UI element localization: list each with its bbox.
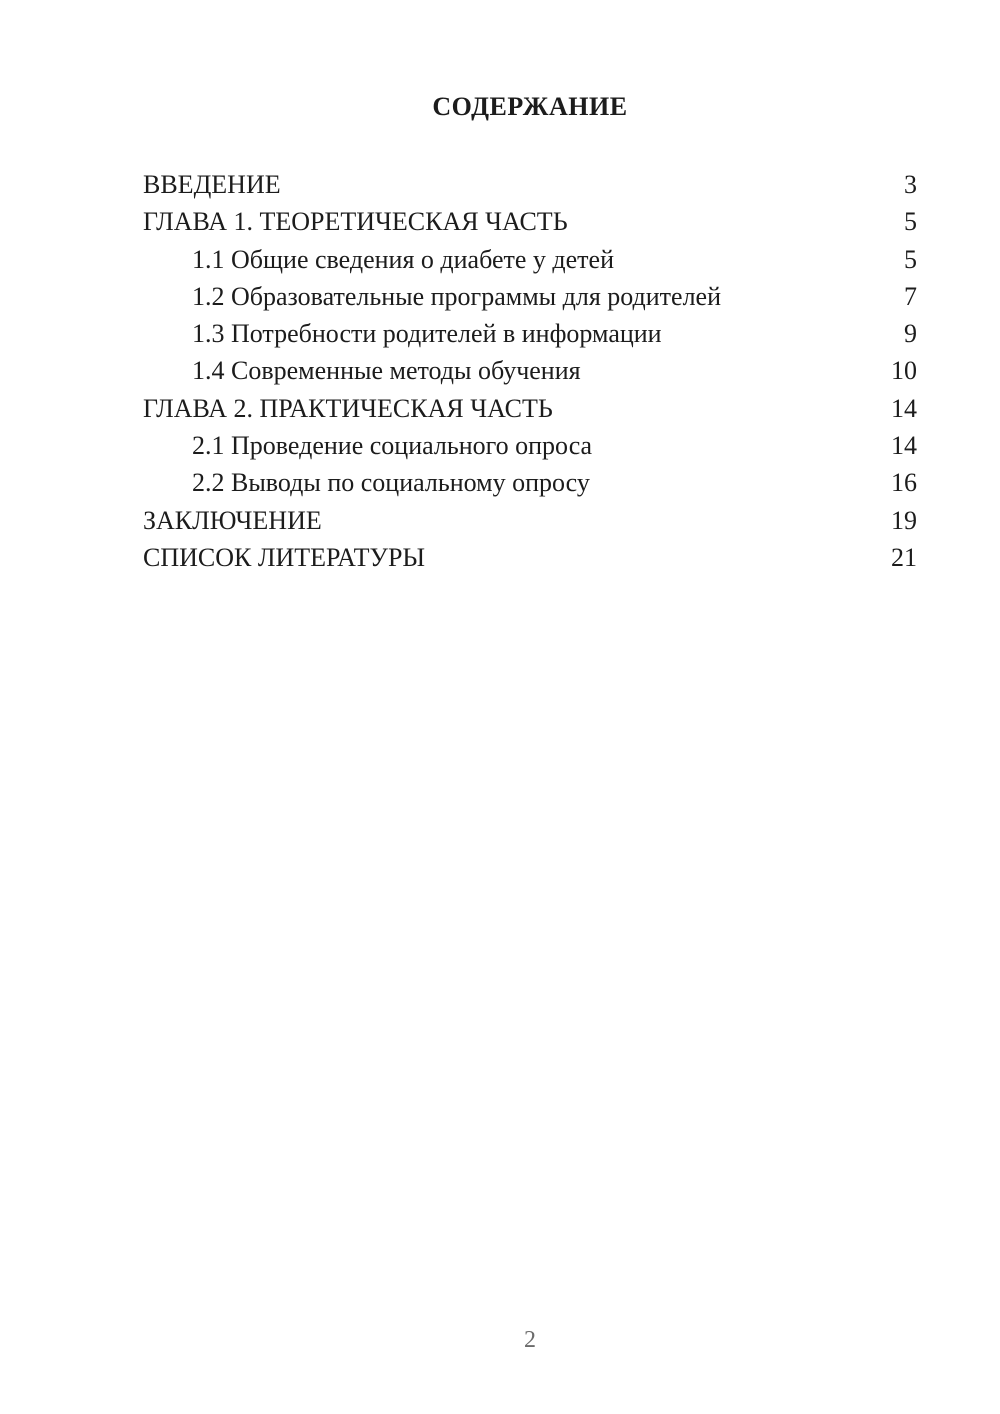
toc-entry-label: 2.1 Проведение социального опроса [192, 431, 593, 461]
toc-entry [143, 166, 917, 203]
toc-entry [143, 352, 917, 389]
toc-entry-label: 1.3 Потребности родителей в информации [192, 319, 662, 349]
toc-entry-page: 10 [891, 356, 917, 386]
toc-entry-page: 14 [891, 393, 917, 423]
table-of-contents [143, 166, 917, 576]
toc-entry [143, 539, 917, 576]
toc-entry [143, 502, 917, 539]
toc-entry-page: 19 [891, 505, 917, 535]
toc-entry [143, 241, 917, 278]
toc-entry-label: ГЛАВА 2. ПРАКТИЧЕСКАЯ ЧАСТЬ [143, 393, 553, 423]
toc-entry [143, 390, 917, 427]
toc-entry-label: 1.4 Современные методы обучения [192, 356, 581, 386]
toc-entry-label: ГЛАВА 1. ТЕОРЕТИЧЕСКАЯ ЧАСТЬ [143, 207, 568, 237]
toc-entry [143, 464, 917, 501]
toc-entry [143, 203, 917, 240]
toc-entry-page: 21 [891, 542, 917, 572]
toc-entry-label: 1.1 Общие сведения о диабете у детей [192, 244, 614, 274]
toc-entry-page: 16 [891, 468, 917, 498]
toc-entry [143, 278, 917, 315]
toc-entry-page: 5 [904, 207, 917, 237]
toc-entry-page: 7 [904, 281, 917, 311]
toc-entry-page: 14 [891, 431, 917, 461]
toc-entry-label: 1.2 Образовательные программы для родителей [192, 281, 722, 311]
page-number: 2 [524, 1327, 536, 1353]
toc-entry-label: ВВЕДЕНИЕ [143, 170, 281, 199]
toc-entry-label: СПИСОК ЛИТЕРАТУРЫ [143, 542, 426, 572]
toc-entry-page: 3 [904, 170, 917, 199]
toc-entry-page: 9 [904, 319, 917, 349]
toc-entry-page: 5 [904, 244, 917, 274]
toc-entry-label: ЗАКЛЮЧЕНИЕ [143, 505, 322, 535]
toc-entry-label: 2.2 Выводы по социальному опросу [192, 468, 590, 498]
page-title: СОДЕРЖАНИЕ [432, 92, 628, 121]
toc-entry [143, 427, 917, 464]
toc-entry [143, 315, 917, 352]
